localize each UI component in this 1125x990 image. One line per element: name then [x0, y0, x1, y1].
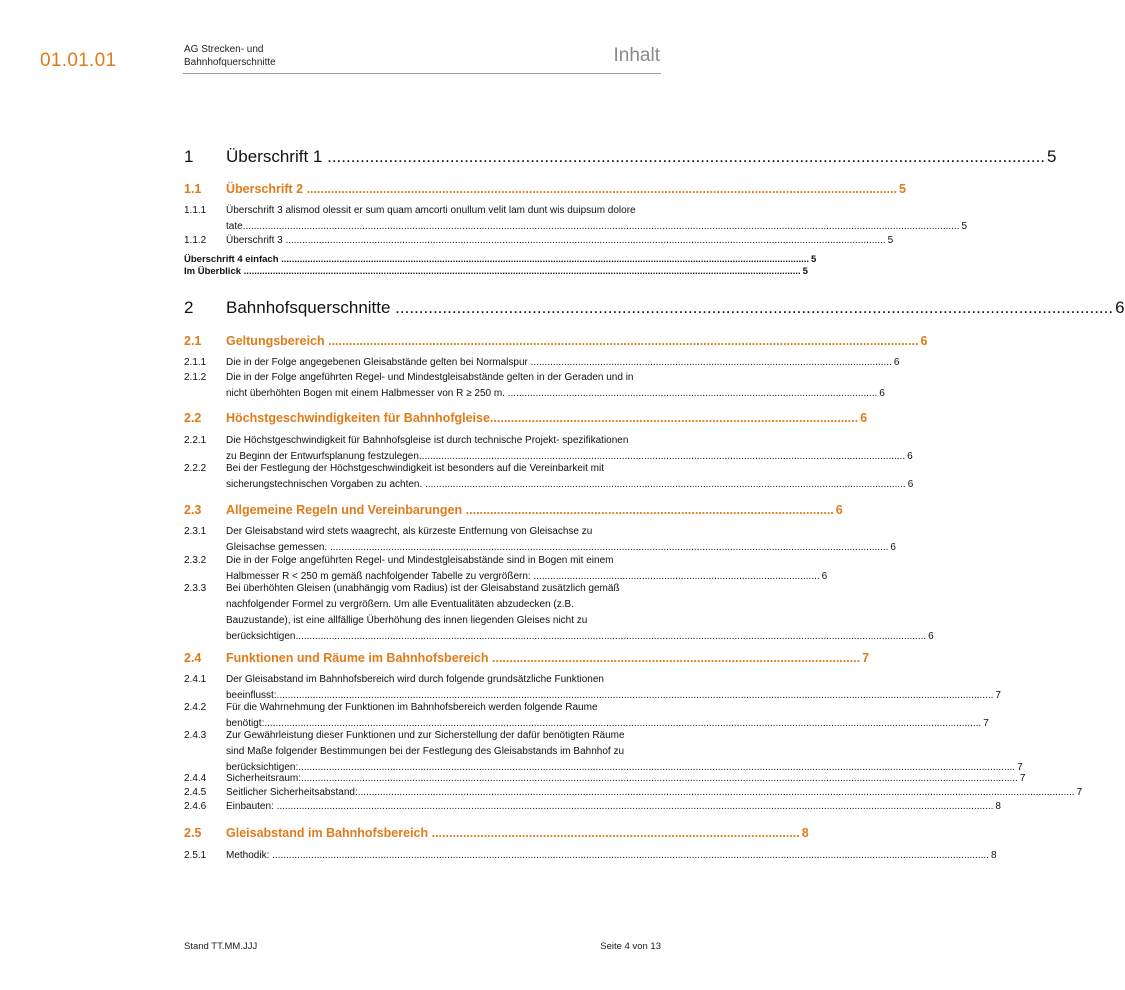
- toc-entry-title-line1: Bei überhöhten Gleisen (unabhängig vom Radius) ist der Gleisabstand zusätzlich gemäß: [226, 583, 620, 594]
- toc-entry-2-4-6[interactable]: 2.4.6 Einbauten: .................................................................................................................................................................................................................................................................. 8: [184, 799, 661, 815]
- toc-entry-page: 6: [907, 451, 913, 462]
- toc-entry-page: 7: [1019, 773, 1026, 784]
- toc-entry-title: Funktionen und Räume im Bahnhofsbereich: [226, 651, 489, 665]
- toc-entry-2-4[interactable]: 2.4 Funktionen und Räume im Bahnhofsbereich .......................................................................................................... 7: [184, 651, 870, 665]
- toc-entry-title: Allgemeine Regeln und Vereinbarungen: [226, 503, 463, 517]
- toc-entry-page: 8: [990, 850, 997, 861]
- toc-entry-page: 5: [811, 254, 817, 265]
- toc-entry-2-3-2[interactable]: 2.3.2 Die in der Folge angeführten Regel- und Mindestgleisabstände sind in Bogen mit einem Halbmesser R < 250 m gemäß nachfolgender Tabelle zu vergrößern: ....................................................................................................... 6: [184, 553, 661, 585]
- toc-entry-title-line4: berücksichtigen.: [226, 631, 299, 642]
- toc-entry-2-1-2[interactable]: 2.1.2 Die in der Folge angeführten Regel- und Mindestgleisabstände gelten in der Geraden und in nicht überhöhten Bogen mit einem Halbmesser von R ≥ 250 m. ..................................................................................................................................... 6: [184, 370, 661, 402]
- toc-entry-2-2-1[interactable]: 2.2.1 Die Höchstgeschwindigkeit für Bahnhofsgleise ist durch technische Projekt- spezifikationen zu Beginn der Entwurfsplanung festzulegen. .............................................................................................................................................................................. 6: [184, 433, 661, 465]
- document-title-line2: Bahnhofquerschnitte: [184, 56, 276, 68]
- section-title: Inhalt: [613, 45, 660, 66]
- toc-entry-number: 2.4.2: [184, 702, 207, 713]
- toc-entry-2-2[interactable]: 2.2 Höchstgeschwindigkeiten für Bahnhofgleise .......................................................................................................... 6: [184, 411, 868, 425]
- toc-entry-page: 6: [821, 571, 828, 582]
- toc-entry-title: Im Überblick: [184, 266, 242, 277]
- toc-entry-page: 7: [995, 690, 1001, 701]
- toc-entry-page: 6: [920, 334, 928, 348]
- toc-entry-2-5[interactable]: 2.5 Gleisabstand im Bahnhofsbereich .......................................................................................................... 8: [184, 826, 809, 840]
- toc-entry-page: 8: [801, 826, 809, 840]
- toc-entry-title-line2: sind Maße folgender Bestimmungen bei der Festlegung des Gleisabstands im Bahnhof zu: [226, 746, 625, 757]
- toc-entry-number: 2.1: [184, 334, 202, 348]
- toc-entry-title: Bahnhofsquerschnitte: [226, 298, 391, 317]
- toc-entry-number: 2.5: [184, 826, 202, 840]
- toc-entry-page: 6: [1115, 298, 1125, 317]
- toc-entry-page: 8: [995, 801, 1001, 812]
- toc-entry-title-line3: berücksichtigen:: [226, 762, 299, 773]
- toc-entry-title-line1: Bei der Festlegung der Höchstgeschwindigkeit ist besonders auf die Vereinbarkeit mit: [226, 463, 604, 474]
- toc-entry-1-1-1[interactable]: 1.1.1 Überschrift 3 alismod olessit er sum quam amcorti onullum velit lam dunt wis duipsum dolore tate .................................................................................................................................................................................................................................................................. 5: [184, 203, 661, 235]
- toc-entry-page: 7: [983, 718, 989, 729]
- toc-entry-page: 6: [893, 357, 900, 368]
- toc-entry-number: 2.3: [184, 503, 202, 517]
- toc-entry-number: 1: [184, 147, 194, 166]
- toc-entry-title: Gleisabstand im Bahnhofsbereich: [226, 826, 429, 840]
- toc-entry-number: 1.1.1: [184, 205, 207, 216]
- toc-entry-2-3-1[interactable]: 2.3.1 Der Gleisabstand wird stets waagrecht, als kürzeste Entfernung von Gleisachse zu Gleisachse gemessen. ......................................................................................................................................................................................................... 6: [184, 524, 661, 556]
- toc-entry-number: 2.4.3: [184, 730, 207, 741]
- toc-entry-title-line2: Halbmesser R < 250 m gemäß nachfolgender Tabelle zu vergrößern:: [226, 571, 531, 582]
- toc-entry-title-line2: Gleisachse gemessen.: [226, 542, 328, 553]
- toc-entry-title: Überschrift 2: [226, 182, 304, 196]
- toc-entry-number: 2.5.1: [184, 850, 207, 861]
- footer-page-number: Seite 4 von 13: [600, 941, 661, 952]
- toc-entry-1-1[interactable]: 1.1 Überschrift 2 .......................................................................................................................................................................... 5: [184, 182, 906, 196]
- toc-entry-page: 7: [1076, 787, 1083, 798]
- header-divider: [183, 73, 661, 74]
- toc-entry-title-line1: Die in der Folge angeführten Regel- und Mindestgleisabstände sind in Bogen mit einem: [226, 555, 614, 566]
- toc-entry-page: 5: [1047, 147, 1057, 166]
- toc-entry-number: 2.4: [184, 651, 202, 665]
- toc-entry-title: Überschrift 1: [226, 147, 323, 166]
- toc-entry-title-line1: Überschrift 3 alismod olessit er sum quam amcorti onullum velit lam dunt wis duipsum dolore: [226, 205, 636, 216]
- toc-entry-2-4-4[interactable]: 2.4.4 Sicherheitsraum: .................................................................................................................................................................................................................................................................. 7: [184, 771, 661, 787]
- toc-entry-number: 2.4.6: [184, 801, 207, 812]
- toc-entry-page: 6: [860, 411, 868, 425]
- toc-entry-2-4-5[interactable]: 2.4.5 Seitlicher Sicherheitsabstand: .................................................................................................................................................................................................................................................................. 7: [184, 785, 661, 801]
- toc-entry-title-line1: Für die Wahrnehmung der Funktionen im Bahnhofsbereich werden folgende Raume: [226, 702, 598, 713]
- toc-entry-number: 2.4.1: [184, 674, 207, 685]
- toc-entry-page: 6: [890, 542, 896, 553]
- toc-entry-title: Sicherheitsraum:: [226, 773, 302, 784]
- toc-entry-2[interactable]: 2 Bahnhofsquerschnitte ........................................................................................................................................................ 6: [184, 298, 1125, 317]
- toc-entry-1[interactable]: 1 Überschrift 1 ........................................................................................................................................................ 5: [184, 147, 1057, 166]
- toc-entry-title-line1: Der Gleisabstand im Bahnhofsbereich wird durch folgende grundsätzliche Funktionen: [226, 674, 604, 685]
- toc-entry-title: Seitlicher Sicherheitsabstand:: [226, 787, 358, 798]
- toc-entry-number: 2.1.1: [184, 357, 207, 368]
- toc-entry-title-line2: zu Beginn der Entwurfsplanung festzulegen.: [226, 451, 422, 462]
- toc-entry-title: Überschrift 3: [226, 235, 283, 246]
- toc-entry-title-line2: sicherungstechnischen Vorgaben zu achten.: [226, 479, 423, 490]
- toc-entry-number: 2.3.3: [184, 583, 207, 594]
- toc-entry-page: 7: [862, 651, 870, 665]
- toc-entry-page: 6: [835, 503, 843, 517]
- toc-entry-title: Methodik:: [226, 850, 270, 861]
- toc-entry-title-line2: nachfolgender Formel zu vergrößern. Um alle Eventualitäten abzudecken (z.B.: [226, 599, 574, 610]
- toc-entry-title: Einbauten:: [226, 801, 274, 812]
- toc-entry-page: 5: [898, 182, 906, 196]
- toc-entry-2-4-1[interactable]: 2.4.1 Der Gleisabstand im Bahnhofsbereich wird durch folgende grundsätzliche Funktionen beeinflusst: .................................................................................................................................................................................................................................................................. 7: [184, 672, 661, 704]
- toc-entry-2-4-3[interactable]: 2.4.3 Zur Gewährleistung dieser Funktionen und zur Sicherstellung der dafür benötigten Räume sind Maße folgender Bestimmungen bei der Festlegung des Gleisabstands im Bahnhof zu berücksichtigen: .................................................................................................................................................................................................................................................................. 7: [184, 728, 661, 776]
- toc-entry-number: 1.1: [184, 182, 202, 196]
- toc-entry-number: 2.4.5: [184, 787, 207, 798]
- toc-entry-title: Die in der Folge angegebenen Gleisabstände gelten bei Normalspur: [226, 357, 528, 368]
- toc-entry-number: 2.3.1: [184, 526, 207, 537]
- toc-entry-2-3[interactable]: 2.3 Allgemeine Regeln und Vereinbarungen .......................................................................................................... 6: [184, 503, 843, 517]
- toc-entry-page: 5: [961, 221, 968, 232]
- toc-entry-title-line1: Der Gleisabstand wird stets waagrecht, als kürzeste Entfernung von Gleisachse zu: [226, 526, 593, 537]
- toc-entry-title-line2: nicht überhöhten Bogen mit einem Halbmesser von R ≥ 250 m.: [226, 388, 505, 399]
- toc-entry-2-2-2[interactable]: 2.2.2 Bei der Festlegung der Höchstgeschwindigkeit ist besonders auf die Vereinbarkeit mit sicherungstechnischen Vorgaben zu achten. ............................................................................................................................................................................. 6: [184, 461, 661, 493]
- toc-entry-title-line1: Zur Gewährleistung dieser Funktionen und zur Sicherstellung der dafür benötigten Räume: [226, 730, 625, 741]
- toc-entry-title-line2: tate: [226, 221, 243, 232]
- toc-entry-number: 2.2: [184, 411, 202, 425]
- toc-entry-page: 6: [928, 631, 934, 642]
- toc-entry-im-ueberblick[interactable]: Im Überblick ................................................................................................................................................................................................................... 5: [184, 266, 808, 277]
- toc-entry-title-line2: benötigt:: [226, 718, 265, 729]
- document-title: [184, 44, 276, 69]
- toc-entry-page: 6: [879, 388, 885, 399]
- toc-entry-number: 2.2.1: [184, 435, 207, 446]
- toc-entry-2-4-2[interactable]: 2.4.2 Für die Wahrnehmung der Funktionen im Bahnhofsbereich werden folgende Raume benötigt: .................................................................................................................................................................................................................................................................. 7: [184, 700, 661, 732]
- footer-stand: Stand TT.MM.JJJ: [184, 941, 258, 952]
- document-number: 01.01.01: [40, 50, 117, 71]
- document-title-line1: AG Strecken- und: [184, 44, 264, 55]
- toc-entry-page: 5: [887, 235, 894, 246]
- toc-entry-number: 2.1.2: [184, 372, 207, 383]
- toc-entry-title: Höchstgeschwindigkeiten für Bahnhofgleise: [226, 411, 490, 425]
- toc-entry-title-line1: Die in der Folge angeführten Regel- und Mindestgleisabstände gelten in der Geraden und in: [226, 372, 634, 383]
- toc-entry-number: 2.3.2: [184, 555, 207, 566]
- toc-entry-number: 2.4.4: [184, 773, 207, 784]
- toc-entry-page: 7: [1017, 762, 1023, 773]
- toc-entry-title: Geltungsbereich: [226, 334, 325, 348]
- toc-entry-title: Überschrift 4 einfach: [184, 254, 279, 265]
- toc-entry-2-1-1[interactable]: 2.1.1 Die in der Folge angegebenen Gleisabstände gelten bei Normalspur .................................................................................................................................. 6: [184, 355, 661, 371]
- toc-entry-page: 6: [907, 479, 914, 490]
- toc-entry-number: 2.2.2: [184, 463, 207, 474]
- toc-entry-1-1-2[interactable]: 1.1.2 Überschrift 3 ........................................................................................................................................................................................................................ 5: [184, 233, 661, 249]
- toc-entry-2-3-3[interactable]: 2.3.3 Bei überhöhten Gleisen (unabhängig vom Radius) ist der Gleisabstand zusätzlich gemäß nachfolgender Formel zu vergrößern. Um alle Eventualitäten abzudecken (z.B. Bauzustande), ist eine allfällige Überhöhung des innen liegenden Gleises nicht zu berücksichtigen. .................................................................................................................................................................................................................................. 6: [184, 581, 661, 645]
- toc-entry-page: 5: [802, 266, 808, 277]
- toc-entry-2-1[interactable]: 2.1 Geltungsbereich .......................................................................................................................................................................... 6: [184, 334, 928, 348]
- toc-entry-title-line1: Die Höchstgeschwindigkeit für Bahnhofsgleise ist durch technische Projekt- spezifikationen: [226, 435, 629, 446]
- toc-entry-title-line3: Bauzustande), ist eine allfällige Überhöhung des innen liegenden Gleises nicht zu: [226, 615, 588, 626]
- toc-entry-heading4[interactable]: Überschrift 4 einfach ........................................................................................................................................................................................................ 5: [184, 254, 817, 265]
- toc-entry-2-5-1[interactable]: 2.5.1 Methodik: .................................................................................................................................................................................................................................................................. 8: [184, 848, 661, 864]
- toc-entry-title-line2: beeinflusst:: [226, 690, 277, 701]
- toc-entry-number: 1.1.2: [184, 235, 207, 246]
- toc-entry-number: 2: [184, 298, 194, 317]
